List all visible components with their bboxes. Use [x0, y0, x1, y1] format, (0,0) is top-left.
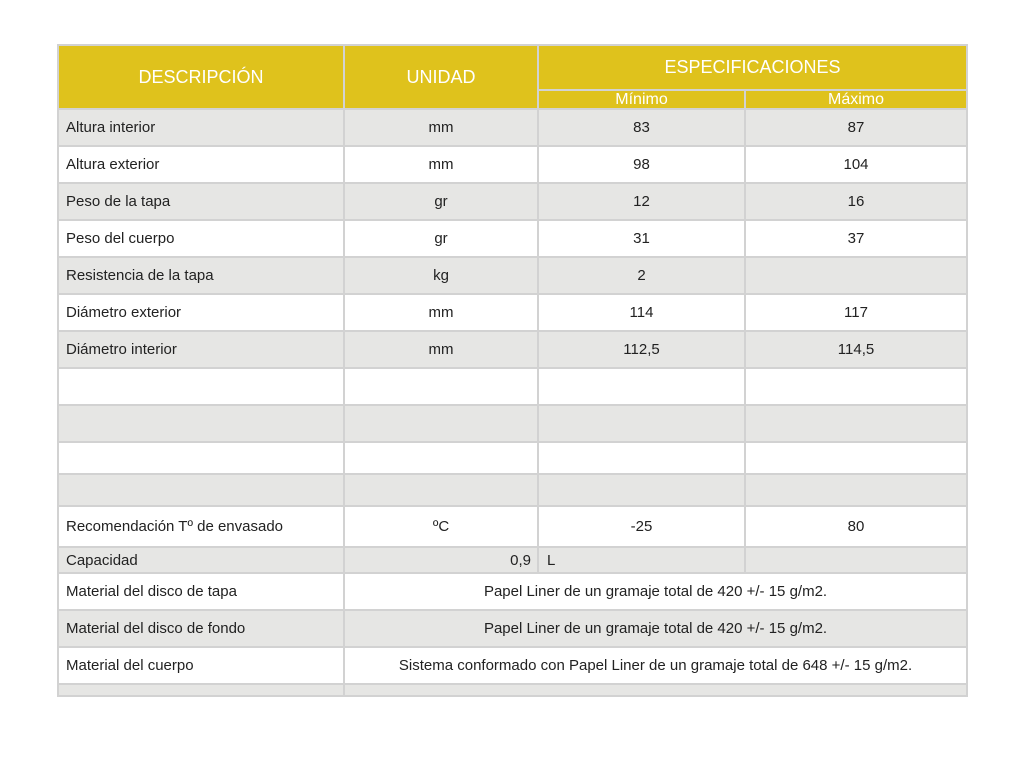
material-text: Papel Liner de un gramaje total de 420 +/- 15 g/m2.: [344, 573, 967, 610]
row-max: 16: [745, 183, 967, 220]
empty-cell: [538, 368, 745, 405]
row-unit: kg: [344, 257, 538, 294]
table-row: [58, 146, 967, 183]
row-unit: ºC: [344, 506, 538, 547]
row-description: Material del disco de tapa: [58, 573, 344, 610]
empty-cell: [344, 474, 538, 506]
row-description: Peso de la tapa: [58, 183, 344, 220]
empty-cell: [58, 474, 344, 506]
empty-cell: [745, 368, 967, 405]
capacity-unit: L: [538, 547, 745, 573]
empty-row: [58, 368, 967, 405]
empty-cell: [344, 405, 538, 442]
empty-cell: [745, 442, 967, 474]
row-min: 12: [538, 183, 745, 220]
empty-cell: [344, 368, 538, 405]
row-description: Recomendación Tº de envasado: [58, 506, 344, 547]
row-min: 112,5: [538, 331, 745, 368]
empty-cell: [538, 474, 745, 506]
empty-cell: [538, 405, 745, 442]
empty-cell: [58, 684, 344, 696]
row-description: Diámetro interior: [58, 331, 344, 368]
empty-cell: [58, 442, 344, 474]
row-unit: mm: [344, 146, 538, 183]
header-maximo: Máximo: [745, 90, 967, 109]
empty-cell: [58, 368, 344, 405]
header-especificaciones: ESPECIFICACIONES: [538, 45, 967, 90]
table-row-material: [58, 647, 967, 684]
row-description: Material del cuerpo: [58, 647, 344, 684]
row-unit: mm: [344, 294, 538, 331]
row-min: 31: [538, 220, 745, 257]
row-description: Peso del cuerpo: [58, 220, 344, 257]
table-row-temperatura: [58, 506, 967, 547]
row-min: -25: [538, 506, 745, 547]
row-description: Altura exterior: [58, 146, 344, 183]
row-min: 83: [538, 109, 745, 146]
header-minimo: Mínimo: [538, 90, 745, 109]
table-row: [58, 294, 967, 331]
empty-row: [58, 474, 967, 506]
table-row: [58, 183, 967, 220]
table-row: [58, 257, 967, 294]
row-unit: gr: [344, 183, 538, 220]
empty-cell: [58, 405, 344, 442]
empty-cell: [344, 442, 538, 474]
empty-cell: [538, 442, 745, 474]
row-max: 87: [745, 109, 967, 146]
table-row-material: [58, 610, 967, 647]
empty-cell: [745, 474, 967, 506]
capacity-value: 0,9: [344, 547, 538, 573]
empty-row: [58, 684, 967, 696]
specifications-table: [57, 44, 968, 697]
row-max: 80: [745, 506, 967, 547]
row-unit: mm: [344, 109, 538, 146]
row-unit: mm: [344, 331, 538, 368]
empty-row: [58, 405, 967, 442]
row-max: 114,5: [745, 331, 967, 368]
empty-cell: [745, 547, 967, 573]
row-unit: gr: [344, 220, 538, 257]
empty-row: [58, 442, 967, 474]
table-row: [58, 109, 967, 146]
row-description: Diámetro exterior: [58, 294, 344, 331]
empty-cell: [344, 684, 967, 696]
table-row: [58, 331, 967, 368]
header-row: [58, 45, 967, 90]
material-text: Papel Liner de un gramaje total de 420 +/- 15 g/m2.: [344, 610, 967, 647]
table-row-capacidad: [58, 547, 967, 573]
row-max: 37: [745, 220, 967, 257]
row-min: 98: [538, 146, 745, 183]
table-row-material: [58, 573, 967, 610]
row-description: Material del disco de fondo: [58, 610, 344, 647]
row-max: 104: [745, 146, 967, 183]
row-description: Capacidad: [58, 547, 344, 573]
table-row: [58, 220, 967, 257]
empty-cell: [745, 405, 967, 442]
row-description: Altura interior: [58, 109, 344, 146]
row-max: [745, 257, 967, 294]
material-text: Sistema conformado con Papel Liner de un gramaje total de 648 +/- 15 g/m2.: [344, 647, 967, 684]
row-min: 2: [538, 257, 745, 294]
row-min: 114: [538, 294, 745, 331]
header-unidad: UNIDAD: [344, 45, 538, 109]
row-description: Resistencia de la tapa: [58, 257, 344, 294]
header-descripcion: DESCRIPCIÓN: [58, 45, 344, 109]
row-max: 117: [745, 294, 967, 331]
